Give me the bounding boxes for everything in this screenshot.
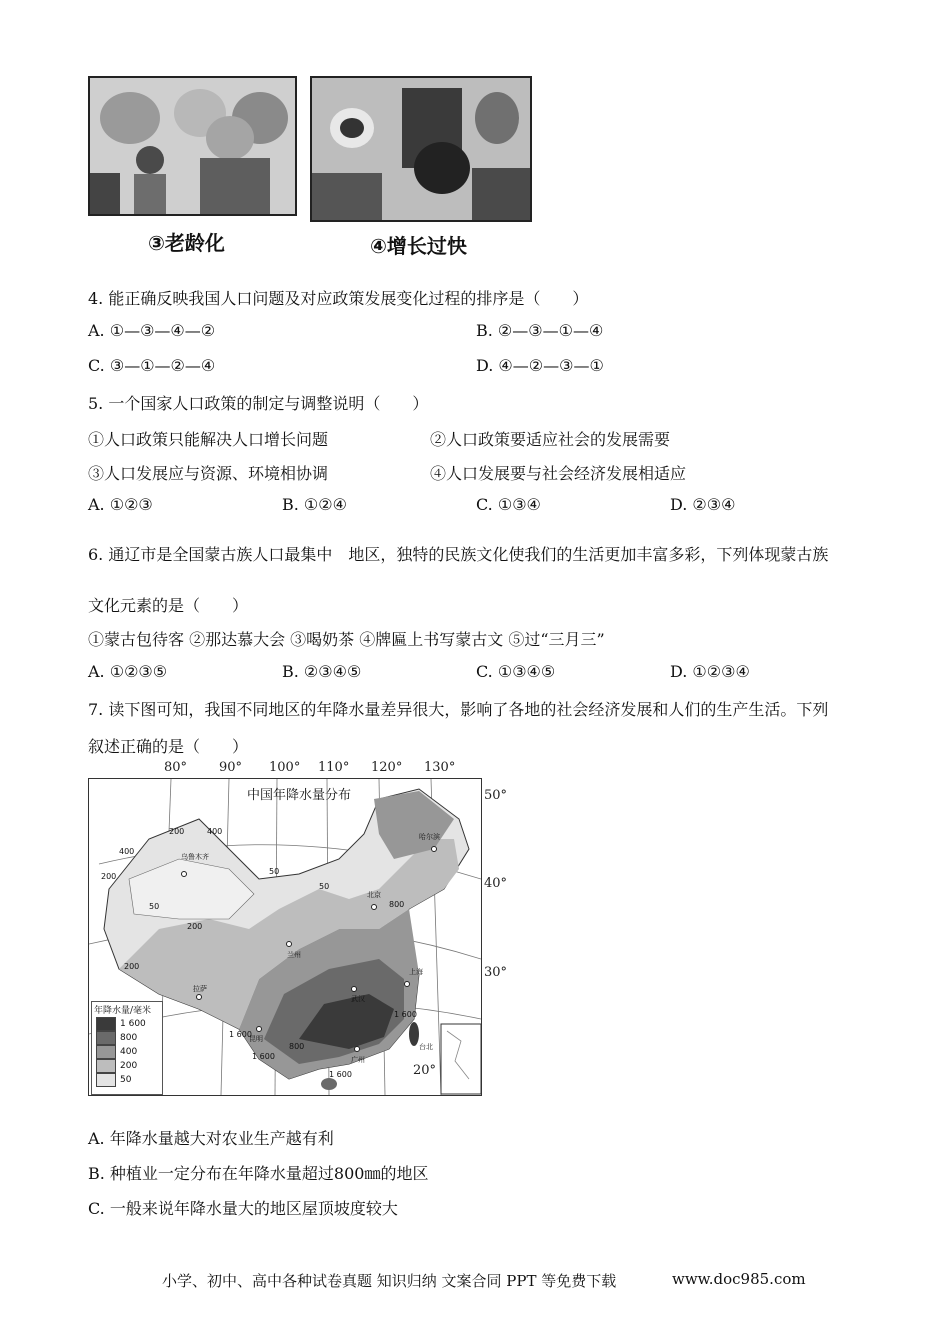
q5-item-1: ①人口政策只能解决人口增长问题 xyxy=(88,430,329,449)
q5-option-b[interactable]: B. ①②④ xyxy=(282,495,347,514)
q4-option-a[interactable]: A. ①—③—④—② xyxy=(88,321,216,340)
map-frame xyxy=(88,778,482,1096)
legend-swatch xyxy=(96,1017,116,1031)
contour-label: 800 xyxy=(289,1042,305,1051)
legend-row xyxy=(92,1059,162,1073)
city-label: 上海 xyxy=(409,968,423,976)
crowd-illustration xyxy=(310,76,532,222)
contour-label: 200 xyxy=(187,922,203,931)
contour-label: 800 xyxy=(389,900,405,909)
map-title: 中国年降水量分布 xyxy=(247,788,352,803)
q5-item-4: ④人口发展要与社会经济发展相适应 xyxy=(430,464,687,483)
contour-label: 50 xyxy=(319,882,330,891)
contour-label: 1 600 xyxy=(252,1052,275,1061)
map-legend xyxy=(91,1001,163,1095)
longitude-label: 130° xyxy=(424,760,456,775)
legend-swatch xyxy=(96,1031,116,1045)
ageing-illustration xyxy=(88,76,297,216)
city-label: 兰州 xyxy=(287,951,301,959)
q6-option-a[interactable]: A. ①②③⑤ xyxy=(88,662,168,681)
q5-option-c[interactable]: C. ①③④ xyxy=(476,495,541,514)
q5-item-2: ②人口政策要适应社会的发展需要 xyxy=(430,430,671,449)
ageing-illustration-icon xyxy=(90,78,295,214)
contour-label: 200 xyxy=(101,872,117,881)
question-5-stem: 5. 一个国家人口政策的制定与调整说明（ ） xyxy=(88,394,429,413)
image-caption-ageing: ③老龄化 xyxy=(148,231,225,255)
contour-label: 1 600 xyxy=(394,1010,417,1019)
longitude-label: 80° xyxy=(164,760,188,775)
question-7-stem-line1: 7. 读下图可知，我国不同地区的年降水量差异很大，影响了各地的社会经济发展和人们的生产生活。下列 xyxy=(88,700,829,719)
city-label: 北京 xyxy=(367,891,381,899)
q5-option-a[interactable]: A. ①②③ xyxy=(88,495,153,514)
contour-label: 200 xyxy=(169,827,185,836)
q7-option-b[interactable]: B. 种植业一定分布在年降水量超过800㎜的地区 xyxy=(88,1164,429,1183)
question-4-stem: 4. 能正确反映我国人口问题及对应政策发展变化过程的排序是（ ） xyxy=(88,289,589,308)
legend-swatch xyxy=(96,1059,116,1073)
latitude-label: 30° xyxy=(484,965,508,980)
legend-row xyxy=(92,1045,162,1059)
longitude-label: 110° xyxy=(318,760,350,775)
q5-option-d[interactable]: D. ②③④ xyxy=(670,495,736,514)
legend-rows xyxy=(92,1017,162,1087)
contour-label: 1 600 xyxy=(229,1030,252,1039)
contour-label: 50 xyxy=(269,867,280,876)
legend-label: 1 600 xyxy=(120,1019,146,1029)
longitude-label: 120° xyxy=(371,760,403,775)
q7-option-c[interactable]: C. 一般来说年降水量大的地区屋顶坡度较大 xyxy=(88,1199,398,1218)
contour-label: 400 xyxy=(207,827,223,836)
legend-label: 800 xyxy=(120,1033,138,1043)
city-label: 哈尔滨 xyxy=(419,833,440,841)
legend-row xyxy=(92,1017,162,1031)
contour-label: 200 xyxy=(124,962,140,971)
city-label: 拉萨 xyxy=(193,985,207,993)
city-label: 广州 xyxy=(351,1056,365,1064)
longitude-label: 100° xyxy=(269,760,301,775)
city-label: 武汉 xyxy=(351,995,365,1003)
footer-text: 小学、初中、高中各种试卷真题 知识归纳 文案合同 PPT 等免费下载 xyxy=(162,1272,617,1290)
question-7-stem-line2: 叙述正确的是（ ） xyxy=(88,737,249,756)
q4-option-d[interactable]: D. ④—②—③—① xyxy=(476,356,604,375)
city-label: 台北 xyxy=(419,1043,433,1051)
latitude-label: 40° xyxy=(484,876,508,891)
legend-row xyxy=(92,1031,162,1045)
q6-option-b[interactable]: B. ②③④⑤ xyxy=(282,662,362,681)
latitude-label: 20° xyxy=(413,1063,437,1078)
question-6-stem-line1: 6. 通辽市是全国蒙古族人口最集中 地区，独特的民族文化使我们的生活更加丰富多彩，下列体现蒙古族 xyxy=(88,545,829,564)
legend-swatch xyxy=(96,1073,116,1087)
legend-row xyxy=(92,1073,162,1087)
latitude-label: 50° xyxy=(484,788,508,803)
q5-item-3: ③人口发展应与资源、环境相协调 xyxy=(88,464,329,483)
crowd-illustration-icon xyxy=(312,78,530,220)
legend-label: 200 xyxy=(120,1061,138,1071)
contour-label: 400 xyxy=(119,847,135,856)
q4-option-b[interactable]: B. ②—③—①—④ xyxy=(476,321,604,340)
image-caption-growth: ④增长过快 xyxy=(370,234,467,258)
q6-option-d[interactable]: D. ①②③④ xyxy=(670,662,750,681)
legend-label: 50 xyxy=(120,1075,132,1085)
q6-option-c[interactable]: C. ①③④⑤ xyxy=(476,662,556,681)
question-6-stem-line2: 文化元素的是（ ） xyxy=(88,596,249,615)
q6-items: ①蒙古包待客 ②那达慕大会 ③喝奶茶 ④牌匾上书写蒙古文 ⑤过“三月三” xyxy=(88,630,605,649)
legend-title: 年降水量/毫米 xyxy=(94,1006,152,1016)
q7-option-a[interactable]: A. 年降水量越大对农业生产越有利 xyxy=(88,1129,334,1148)
legend-label: 400 xyxy=(120,1047,138,1057)
footer-link[interactable]: www.doc985.com xyxy=(672,1270,806,1288)
city-label: 昆明 xyxy=(249,1035,263,1043)
contour-label: 1 600 xyxy=(329,1070,352,1079)
contour-label: 50 xyxy=(149,902,160,911)
longitude-label: 90° xyxy=(219,760,243,775)
precipitation-map xyxy=(88,760,508,1096)
legend-swatch xyxy=(96,1045,116,1059)
city-label: 乌鲁木齐 xyxy=(181,853,209,861)
q4-option-c[interactable]: C. ③—①—②—④ xyxy=(88,356,216,375)
